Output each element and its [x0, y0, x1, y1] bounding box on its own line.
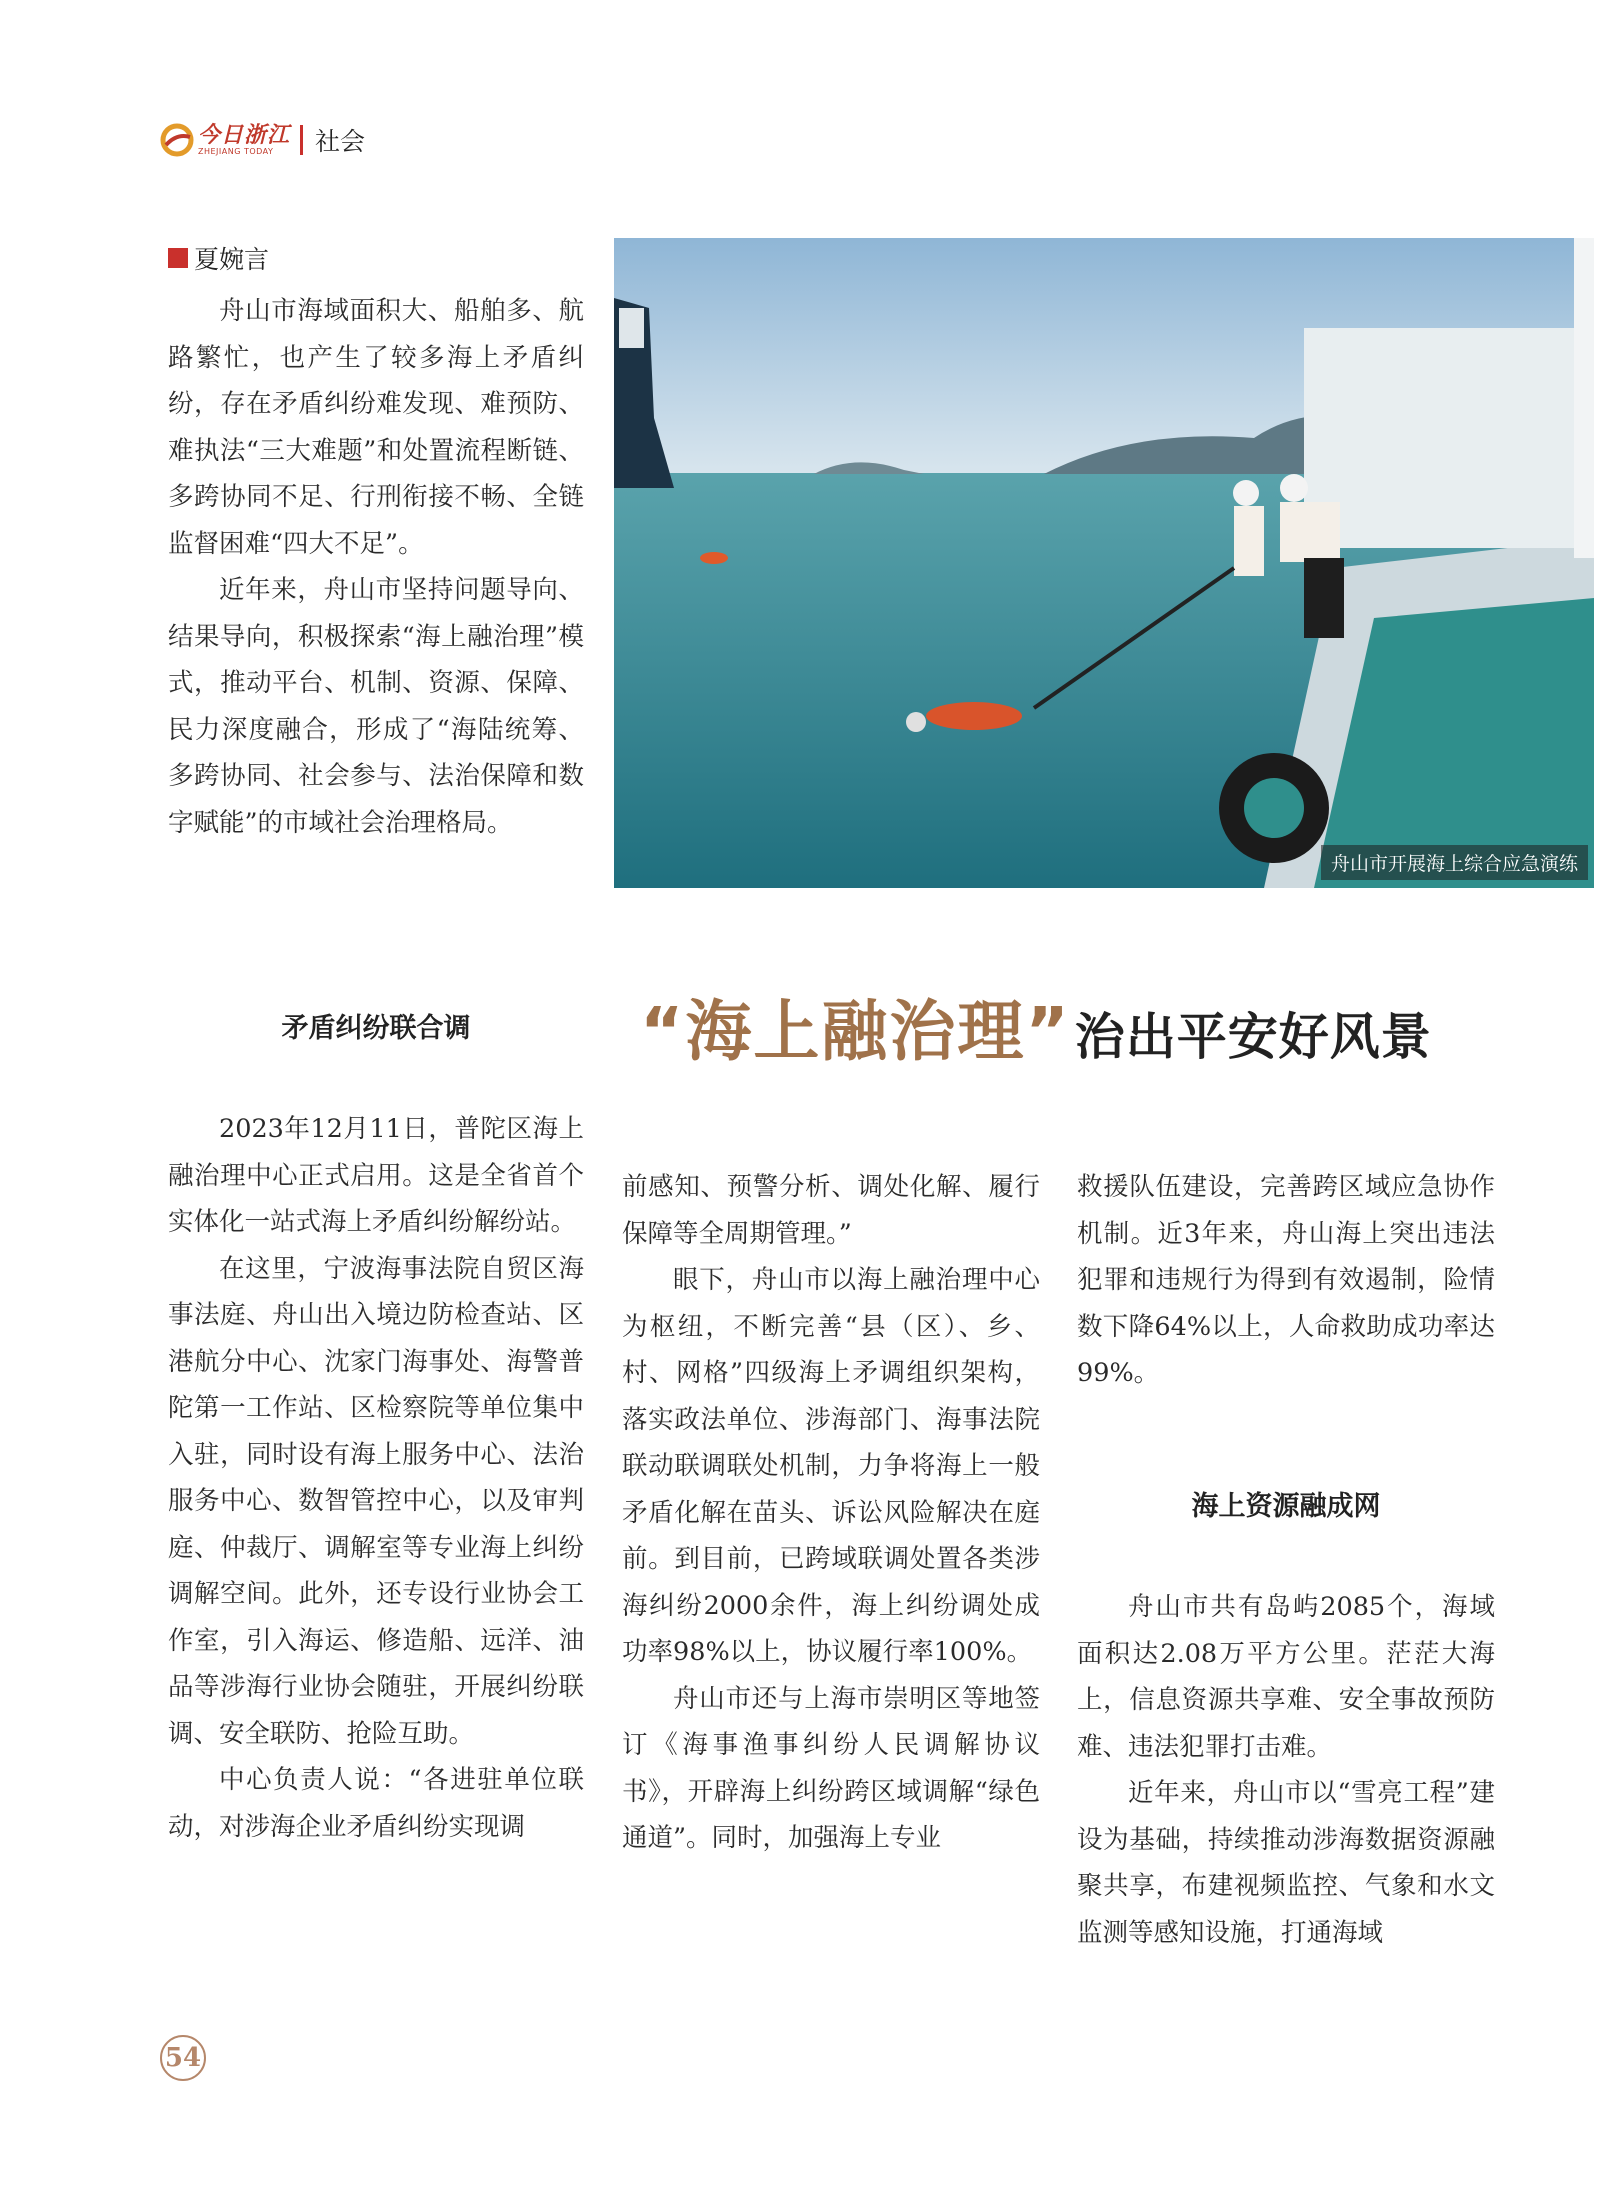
article-title	[640, 978, 1432, 1073]
logo-text: 今日浙江	[198, 122, 291, 148]
logo-en: ZHEJIANG TODAY	[198, 147, 274, 156]
section-label: 社会	[315, 127, 366, 156]
byline-square-icon	[168, 248, 188, 268]
paragraph: 2023年12月11日，普陀区海上融治理中心正式启用。这是全省首个实体化一站式海上矛盾纠纷解纷站。	[168, 1114, 584, 1237]
section-heading-1: 矛盾纠纷联合调	[281, 1013, 471, 1044]
column-3-text	[1077, 1164, 1495, 1397]
logo-icon	[160, 123, 194, 157]
paragraph: 在这里，宁波海事法院自贸区海事法庭、舟山出入境边防检查站、区港航分中心、沈家门海事处、海警普陀第一工作站、区检察院等单位集中入驻，同时设有海上服务中心、法治服务中心、数智管控中心，以及审判庭、仲裁厅、调解室等专业海上纠纷调解空间。此外，还专设行业协会工作室，引入海运、修造船、远洋、油品等涉海行业协会随驻，开展纠纷联调、安全联防、抢险互助。	[168, 1253, 584, 1749]
column-1-text	[168, 1106, 584, 1850]
photo-caption: 舟山市开展海上综合应急演练	[1321, 845, 1588, 880]
section-heading-2: 海上资源融成网	[1191, 1491, 1381, 1522]
title-sub: 治出平安好风景	[1074, 1007, 1432, 1066]
header-divider	[300, 125, 303, 155]
photo-illustration	[614, 238, 1594, 888]
feature-photo	[614, 238, 1594, 888]
intro-text	[168, 288, 584, 846]
page-header	[160, 118, 365, 162]
paragraph: 近年来，舟山市以“雪亮工程”建设为基础，持续推动涉海数据资源融聚共享，布建视频监控、气象和水文监测等感知设施，打通海域	[1077, 1778, 1495, 1948]
paragraph: 近年来，舟山市坚持问题导向、结果导向，积极探索“海上融治理”模式，推动平台、机制、资源、保障、民力深度融合，形成了“海陆统筹、多跨协同、社会参与、法治保障和数字赋能”的市域社会治理格局。	[168, 575, 584, 838]
title-main: “海上融治理”	[640, 993, 1071, 1070]
column-2-text	[622, 1164, 1040, 1862]
author-byline	[168, 240, 269, 276]
paragraph: 舟山市海域面积大、船舶多、航路繁忙，也产生了较多海上矛盾纠纷，存在矛盾纠纷难发现、难预防、难执法“三大难题”和处置流程断链、多跨协同不足、行刑衔接不畅、全链监督困难“四大不足”。	[168, 296, 584, 559]
paragraph: 眼下，舟山市以海上融治理中心为枢纽，不断完善“县（区）、乡、村、网格”四级海上矛调组织架构，落实政法单位、涉海部门、海事法院联动联调联处机制，力争将海上一般矛盾化解在苗头、诉讼风险解决在庭前。到目前，已跨域联调处置各类涉海纠纷2000余件，海上纠纷调处成功率98%以上，协议履行率100%。	[622, 1265, 1040, 1667]
paragraph: 舟山市共有岛屿2085个，海域面积达2.08万平方公里。茫茫大海上，信息资源共享难、安全事故预防难、违法犯罪打击难。	[1077, 1592, 1495, 1762]
paragraph-continued: 前感知、预警分析、调处化解、履行保障等全周期管理。”	[622, 1172, 1040, 1249]
paragraph-continued: 救援队伍建设，完善跨区域应急协作机制。近3年来，舟山海上突出违法犯罪和违规行为得到有效遏制，险情数下降64%以上，人命救助成功率达99%。	[1077, 1172, 1495, 1388]
page-number: 54	[160, 2035, 206, 2081]
column-3-text-lower	[1077, 1584, 1495, 1956]
logo	[198, 124, 290, 156]
paragraph: 舟山市还与上海市崇明区等地签订《海事渔事纠纷人民调解协议书》，开辟海上纠纷跨区域调解“绿色通道”。同时，加强海上专业	[622, 1683, 1040, 1853]
author-name: 夏婉言	[194, 245, 270, 274]
paragraph: 中心负责人说：“各进驻单位联动，对涉海企业矛盾纠纷实现调	[168, 1765, 584, 1842]
